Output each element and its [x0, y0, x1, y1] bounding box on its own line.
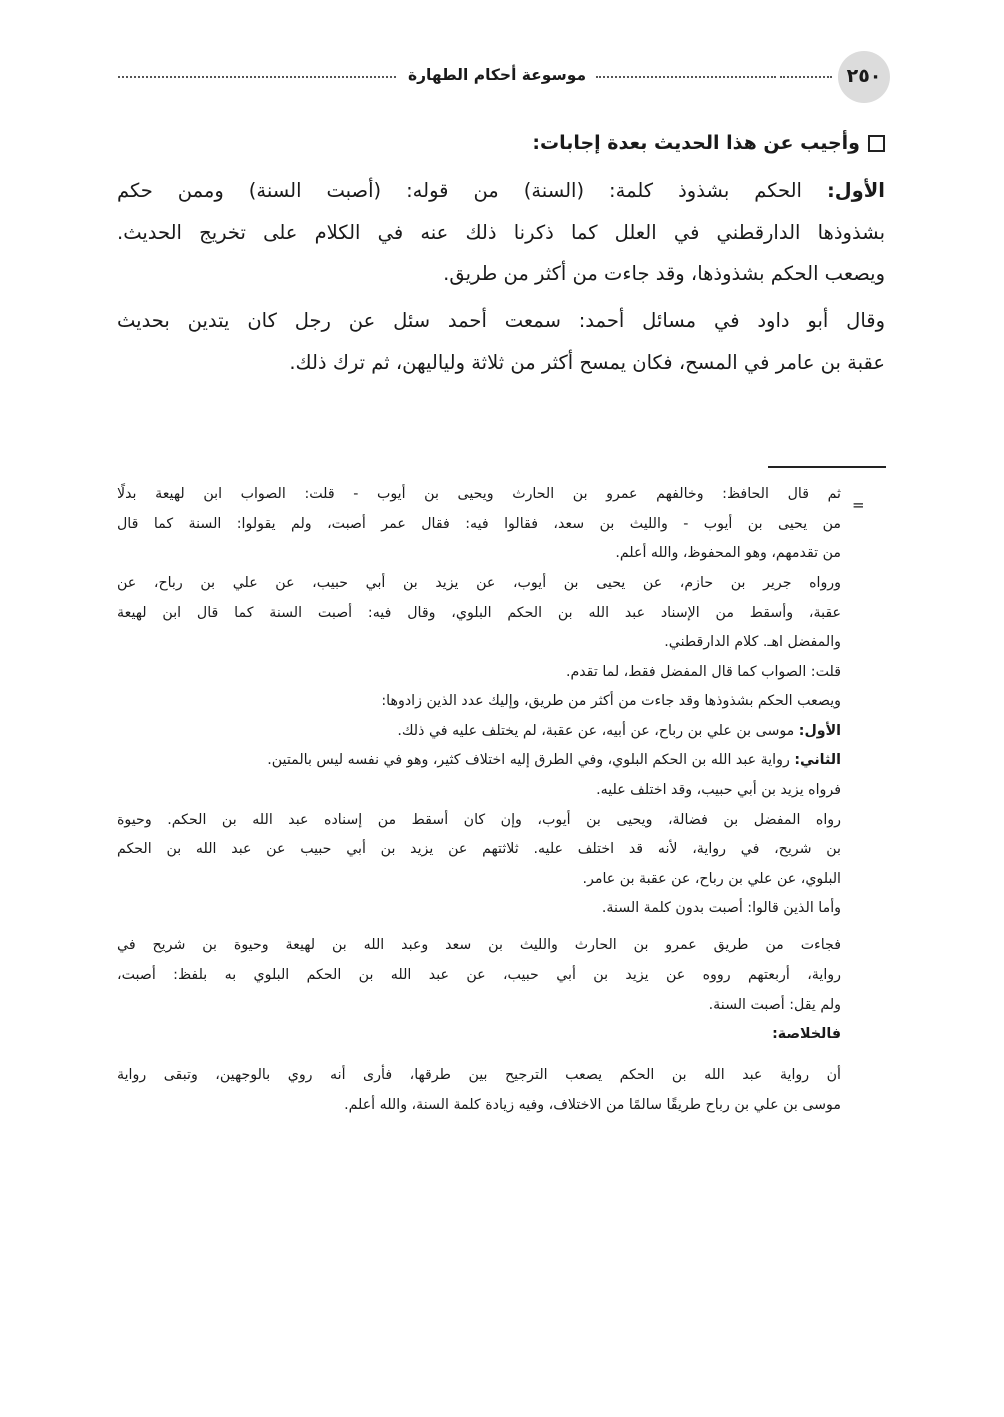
footnote-line — [117, 1064, 841, 1086]
footnote-line — [117, 513, 841, 535]
line-text: رواية عبد الله بن الحكم البلوي، وفي الطرق إليه اختلاف كثير، وهو في نفسه ليس بالمتين. — [267, 752, 795, 768]
bold-lead: الأول: — [826, 179, 885, 202]
line-text: أن رواية عبد الله بن الحكم يصعب الترجيح بين طرقها، فأرى أنه روي بالوجهين، وتبقى رواية — [117, 1067, 841, 1083]
heading-text: وأجيب عن هذا الحديث بعدة إجابات: — [532, 132, 860, 154]
footnote-separator — [768, 466, 886, 468]
line-text: ويصعب الحكم بشذوذها، وقد جاءت من أكثر من طريق. — [443, 262, 885, 285]
line-text: وأما الذين قالوا: أصبت بدون كلمة السنة. — [601, 900, 841, 916]
footnote-line — [117, 1023, 841, 1045]
body-line — [117, 348, 885, 378]
footnote-line — [117, 483, 841, 505]
line-text: وقال أبو داود في مسائل أحمد: سمعت أحمد سئل عن رجل كان يتدين بحديث — [117, 309, 885, 332]
body-line — [117, 176, 885, 206]
line-text: من تقدمهم، وهو المحفوظ، والله أعلم. — [615, 545, 841, 561]
footnote-line — [117, 809, 841, 831]
line-text: ورواه جرير بن حازم، عن يحيى بن أيوب، عن يزيد بن أبي حبيب، عن علي بن رباح، عن — [117, 575, 841, 591]
line-text: فرواه يزيد بن أبي حبيب، وقد اختلف عليه. — [596, 782, 841, 798]
section-heading — [117, 128, 885, 158]
header-dots-middle — [596, 76, 776, 78]
line-text: فجاءت من طريق عمرو بن الحارث والليث بن سعد وعبد الله بن لهيعة وحيوة بن شريح في — [117, 937, 841, 953]
line-text: ثم قال الحافظ: وخالفهم عمرو بن الحارث ويحيى بن أيوب - قلت: الصواب ابن لهيعة بدلًا — [117, 486, 841, 502]
header-dots-left — [118, 76, 396, 78]
footnote-line — [117, 964, 841, 986]
footnote-continuation-mark: = — [852, 496, 865, 514]
line-text: بشذوذها الدارقطني في العلل كما ذكرنا ذلك عنه في الكلام على تخريج الحديث. — [117, 221, 885, 244]
line-text: عقبة بن عامر في المسح، فكان يمسح أكثر من ثلاثة ولياليهن، ثم ترك ذلك. — [289, 351, 885, 374]
line-text: رواه المفضل بن فضالة، ويحيى بن أيوب، وإن كان أسقط من إسناده عبد الله بن الحكم. وحيوة — [117, 812, 841, 828]
line-text: رواية، أربعتهم رووه عن يزيد بن أبي حبيب، عن عبد الله بن الحكم البلوي به بلفظ: أصبت، — [117, 967, 841, 983]
footnote-line — [117, 690, 841, 712]
footnote-line — [117, 661, 841, 683]
footnote-line — [117, 631, 841, 653]
footnote-line — [117, 572, 841, 594]
line-text: موسى بن علي بن رباح طريقًا سالمًا من الاختلاف، وفيه زيادة كلمة السنة، والله أعلم. — [344, 1097, 841, 1113]
bold-lead: فالخلاصة: — [772, 1026, 841, 1042]
footnote-line — [117, 897, 841, 919]
line-text: الحكم بشذوذ كلمة: (السنة) من قوله: (أصبت السنة) وممن حكم — [117, 179, 827, 202]
footnote-line — [117, 602, 841, 624]
footnote-line — [117, 542, 841, 564]
line-text: ولم يقل: أصبت السنة. — [708, 997, 841, 1013]
line-text: عقبة، وأسقط من الإسناد عبد الله بن الحكم البلوي، وقال فيه: أصبت السنة كما قال ابن لهيعة — [117, 605, 841, 621]
line-text: من يحيى بن أيوب - والليث بن سعد، فقالوا فيه: فقال عمر أصبت، ولم يقولوا: السنة كما قال — [117, 516, 841, 532]
line-text: بن شريح، في رواية، لأنه قد اختلف عليه. ثلاثتهم عن يزيد بن أبي حبيب عن عبد الله بن الحكم — [117, 841, 841, 857]
checkbox-square-icon — [868, 135, 885, 152]
line-text: ويصعب الحكم بشذوذها وقد جاءت من أكثر من طريق، وإليك عدد الذين زادوها: — [381, 693, 841, 709]
footnote-line — [117, 720, 841, 742]
footnote-line — [117, 749, 841, 771]
header-dots-right — [780, 76, 832, 78]
footnote-line — [117, 934, 841, 956]
page-number: ٢٥٠ — [846, 65, 882, 87]
line-text: موسى بن علي بن رباح، عن أبيه، عن عقبة، لم يختلف عليه في ذلك. — [397, 723, 799, 739]
line-text: قلت: الصواب كما قال المفضل فقط، لما تقدم. — [565, 664, 841, 680]
body-line — [117, 259, 885, 289]
bold-lead: الثاني: — [794, 752, 841, 768]
body-line — [117, 218, 885, 248]
line-text: البلوي، عن علي بن رباح، عن عقبة بن عامر. — [582, 871, 841, 887]
running-title: موسوعة أحكام الطهارة — [407, 66, 587, 84]
line-text: والمفضل اهـ. كلام الدارقطني. — [664, 634, 841, 650]
bold-lead: الأول: — [798, 723, 841, 739]
body-line — [117, 306, 885, 336]
footnote-line — [117, 838, 841, 860]
footnote-line — [117, 868, 841, 890]
footnote-line — [117, 994, 841, 1016]
footnote-line — [117, 779, 841, 801]
footnote-line — [117, 1094, 841, 1116]
